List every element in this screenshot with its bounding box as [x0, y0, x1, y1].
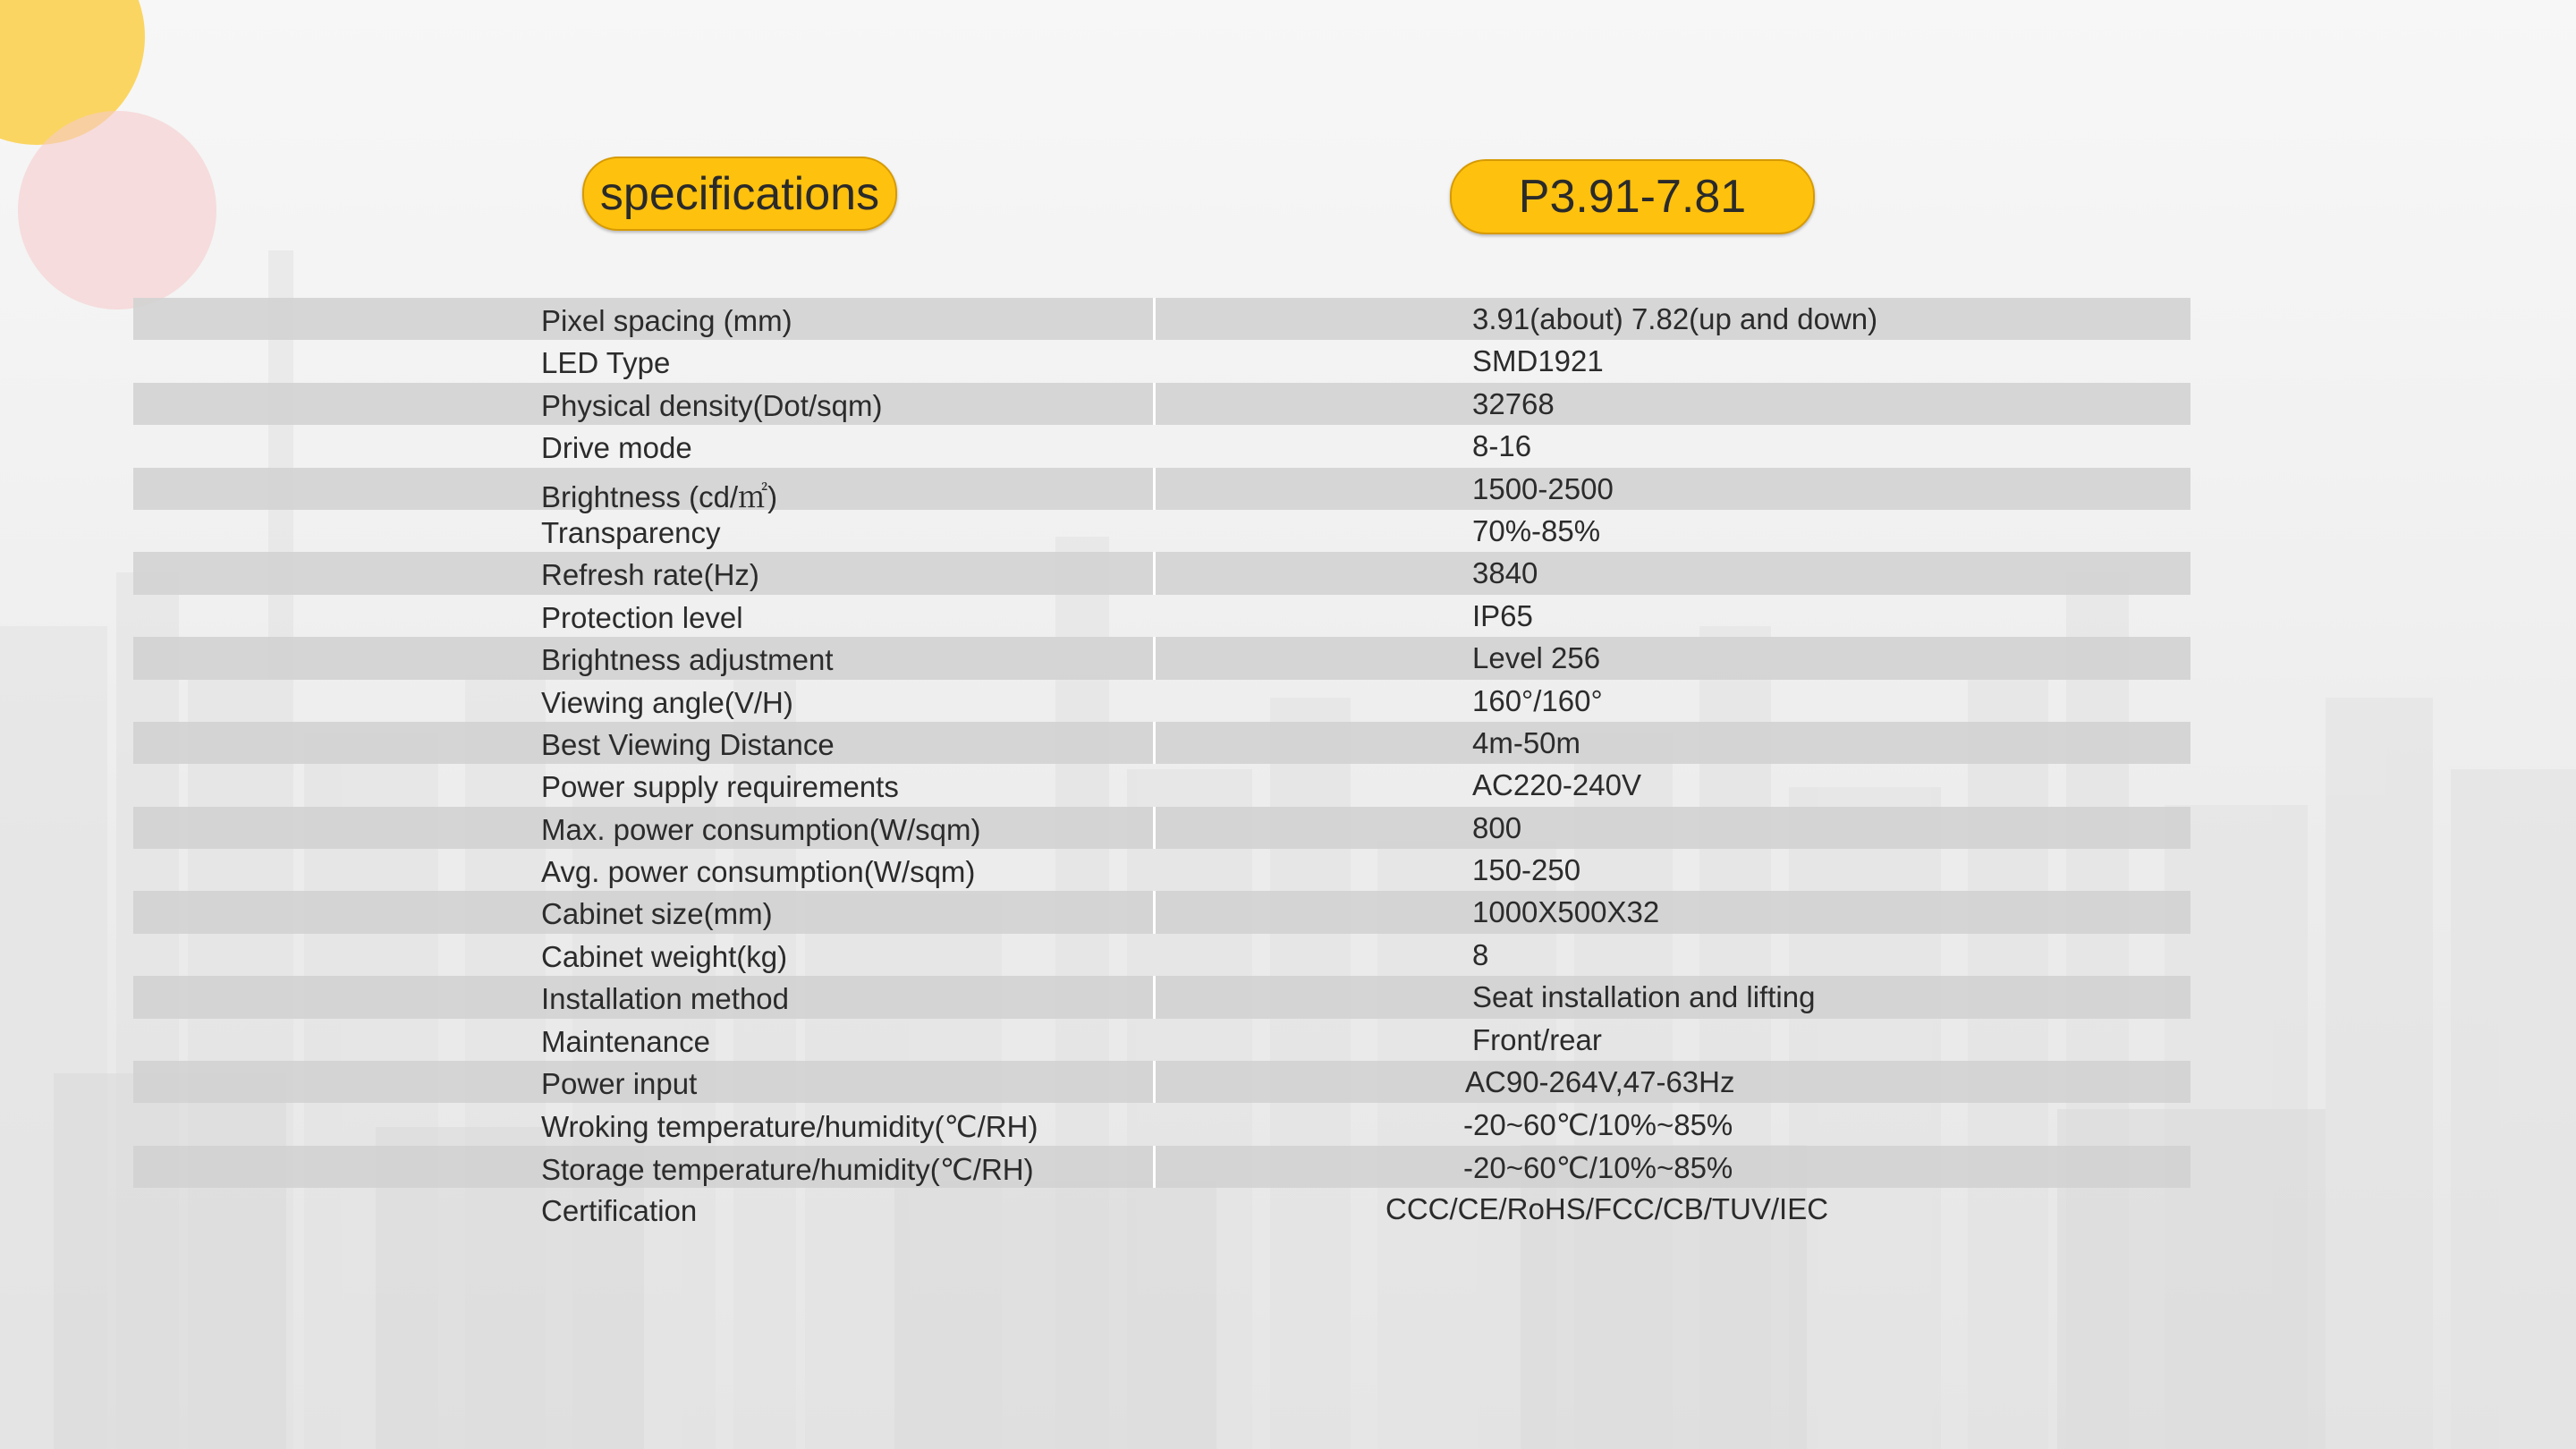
row-label: Max. power consumption(W/sqm)	[541, 812, 981, 846]
row-label: Storage temperature/humidity(℃/RH)	[541, 1152, 1034, 1186]
row-value: 800	[1472, 810, 1522, 844]
row-value: 70%-85%	[1472, 513, 1601, 547]
table-row	[133, 298, 2190, 340]
row-value: 4m-50m	[1472, 725, 1581, 759]
row-label: Drive mode	[541, 431, 692, 465]
table-row	[133, 637, 2190, 679]
model-header-pill: P3.91-7.81	[1450, 159, 1815, 234]
row-label: Pixel spacing (mm)	[541, 304, 792, 337]
row-value: AC220-240V	[1472, 768, 1641, 802]
row-label: LED Type	[541, 346, 671, 380]
row-value: 3.91(about) 7.82(up and down)	[1472, 302, 1878, 335]
row-value: Level 256	[1472, 641, 1601, 675]
table-row	[133, 383, 2190, 425]
row-label: Power supply requirements	[541, 770, 899, 804]
row-label: Protection level	[541, 600, 743, 634]
row-value: 1500-2500	[1472, 471, 1614, 505]
row-label: Certification	[541, 1194, 698, 1228]
row-label: Refresh rate(Hz)	[541, 558, 759, 592]
table-row	[133, 1188, 2190, 1230]
table-row	[133, 976, 2190, 1018]
table-row	[133, 764, 2190, 806]
table-row	[133, 425, 2190, 467]
table-row	[133, 1061, 2190, 1103]
table-row	[133, 1019, 2190, 1061]
row-value: IP65	[1472, 598, 1533, 632]
decorative-pink-circle	[18, 111, 216, 309]
row-label: Physical density(Dot/sqm)	[541, 388, 883, 422]
row-value: 1000X500X32	[1472, 895, 1660, 929]
row-label: Viewing angle(V/H)	[541, 685, 793, 719]
row-value: 8-16	[1472, 429, 1532, 463]
row-value: SMD1921	[1472, 344, 1604, 378]
row-label: Wroking temperature/humidity(℃/RH)	[541, 1110, 1038, 1144]
table-row	[133, 891, 2190, 933]
specifications-table	[133, 298, 2190, 1231]
row-value: Seat installation and lifting	[1472, 980, 1816, 1014]
row-label: Best Viewing Distance	[541, 727, 835, 761]
row-label: Maintenance	[541, 1024, 710, 1058]
row-value: AC90-264V,47-63Hz	[1465, 1065, 1735, 1099]
row-value: CCC/CE/RoHS/FCC/CB/TUV/IEC	[1385, 1192, 1829, 1226]
row-value: -20~60℃/10%~85%	[1463, 1108, 1733, 1142]
table-row	[133, 680, 2190, 722]
row-label: Brightness (cd/㎡)	[541, 479, 778, 513]
table-row	[133, 934, 2190, 976]
row-value: 8	[1472, 937, 1489, 971]
row-value: -20~60℃/10%~85%	[1463, 1150, 1733, 1184]
table-row	[133, 340, 2190, 382]
row-value: 160°/160°	[1472, 683, 1603, 717]
row-label: Transparency	[541, 515, 721, 549]
table-row	[133, 849, 2190, 891]
row-value: 3840	[1472, 556, 1538, 590]
row-label: Avg. power consumption(W/sqm)	[541, 855, 976, 889]
specifications-header-pill: specifications	[582, 157, 897, 231]
row-label: Cabinet weight(kg)	[541, 939, 788, 973]
row-value: Front/rear	[1472, 1022, 1602, 1056]
row-label: Power input	[541, 1067, 698, 1101]
table-row	[133, 468, 2190, 513]
table-row	[133, 552, 2190, 594]
table-row	[133, 510, 2190, 552]
row-value: 150-250	[1472, 853, 1581, 887]
table-row	[133, 807, 2190, 849]
table-row	[133, 1103, 2190, 1145]
table-row	[133, 722, 2190, 764]
table-row	[133, 1146, 2190, 1188]
row-label: Installation method	[541, 982, 790, 1016]
row-value: 32768	[1472, 386, 1555, 420]
row-label: Cabinet size(mm)	[541, 897, 773, 931]
table-row	[133, 595, 2190, 637]
row-label: Brightness adjustment	[541, 643, 834, 677]
